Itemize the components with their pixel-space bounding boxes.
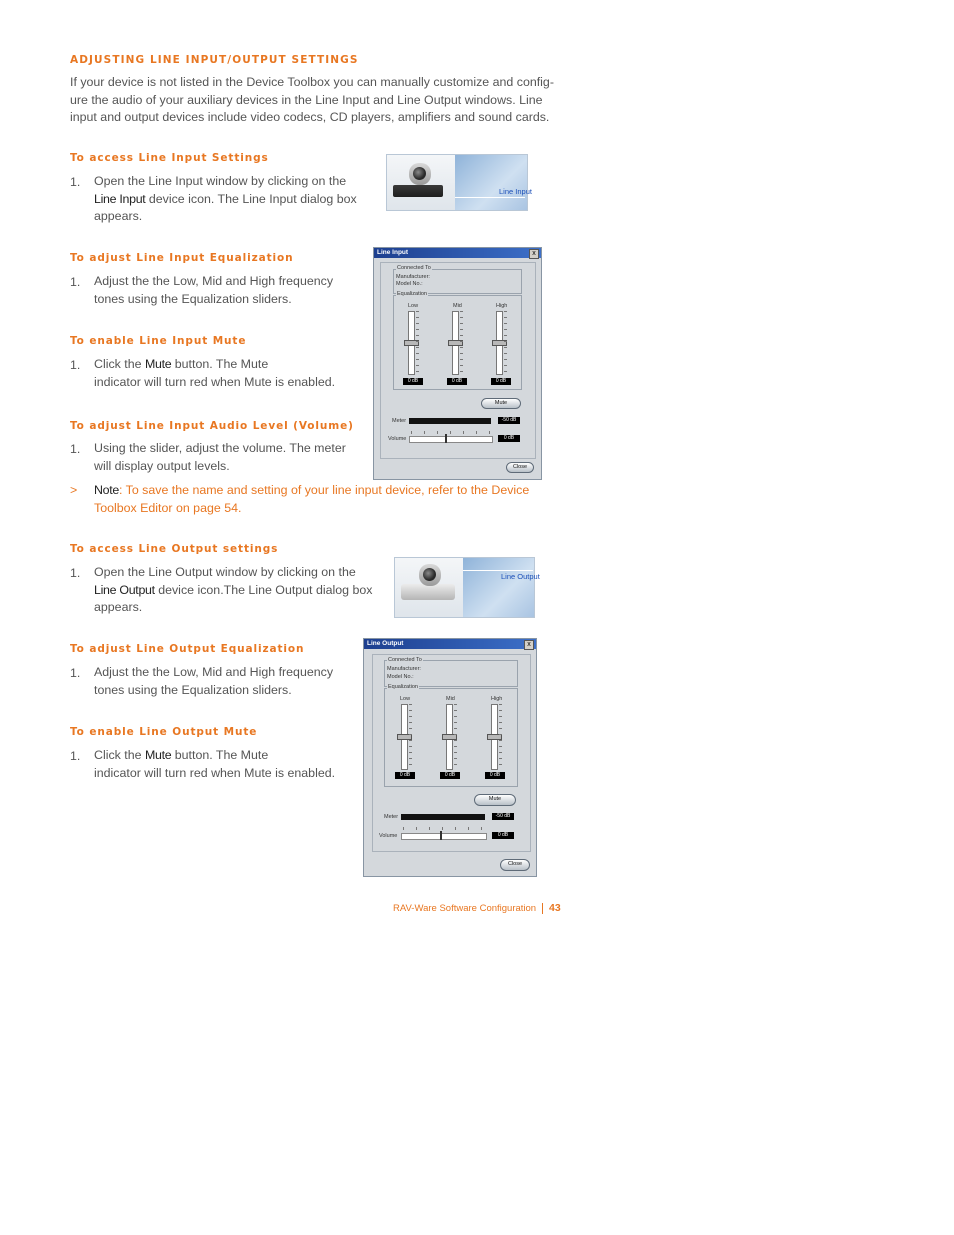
step-text: will display output levels. — [94, 458, 230, 473]
dialog-title: Line Input — [377, 249, 409, 256]
step-text: Open the Line Input window by clicking on the — [94, 174, 347, 188]
volume-db-readout: 0 dB — [492, 832, 514, 839]
close-button[interactable]: Close — [500, 859, 530, 871]
eq-output-heading: To adjust Line Output Equalization — [70, 643, 305, 655]
mid-label: Mid — [446, 696, 455, 702]
step-text: tones using the Equalization sliders. — [94, 682, 292, 697]
volume-label: Volume — [388, 436, 407, 442]
model-label: Model No.: — [387, 674, 414, 680]
high-label: High — [496, 303, 508, 309]
mute-output-heading: To enable Line Output Mute — [70, 726, 258, 738]
device-panel — [455, 155, 527, 210]
connected-to-label: Connected To — [397, 265, 431, 271]
access-input-heading: To access Line Input Settings — [70, 152, 269, 164]
device-panel — [463, 558, 534, 617]
line-output-label: Line Output — [501, 572, 540, 581]
line-input-label: Line Input — [499, 187, 532, 196]
step-text: device icon.The Line Output dialog box — [154, 582, 373, 597]
low-ticks — [416, 311, 419, 373]
step-text: Adjust the the Low, Mid and High frequency — [94, 274, 334, 288]
arrow-icon — [463, 570, 533, 571]
equalization-label: Equalization — [397, 291, 427, 297]
note-keyword: Note — [94, 483, 119, 497]
camera-image — [387, 155, 455, 210]
mid-db-readout: 0 dB — [440, 772, 460, 779]
page-number: 43 — [549, 902, 561, 914]
step-number: 1. — [70, 175, 81, 189]
dialog-close-icon[interactable]: x — [524, 640, 534, 650]
mid-label: Mid — [453, 303, 462, 309]
equalization-label: Equalization — [388, 684, 418, 690]
step-text: button. The Mute — [171, 357, 269, 371]
mute-input-heading: To enable Line Input Mute — [70, 335, 247, 347]
mid-db-readout: 0 dB — [447, 378, 467, 385]
dialog-titlebar — [374, 248, 541, 258]
line-input-device-thumbnail[interactable] — [386, 154, 532, 211]
step-number: 1. — [70, 566, 81, 580]
step-number: 1. — [70, 442, 81, 456]
mute-output-step — [94, 747, 359, 782]
step-text: Click the — [94, 357, 145, 371]
mute-keyword: Mute — [144, 748, 172, 762]
audio-meter — [409, 418, 491, 424]
dialog-close-icon[interactable]: x — [529, 249, 539, 259]
step-text: appears. — [94, 600, 143, 614]
footer-text: RAV-Ware Software Configuration — [393, 903, 537, 914]
volume-input-heading: To adjust Line Input Audio Level (Volume) — [70, 420, 354, 432]
camera-lens-icon — [413, 167, 426, 180]
connected-to-label: Connected To — [388, 657, 422, 663]
manufacturer-label: Manufacturer: — [396, 274, 430, 280]
high-db-readout: 0 dB — [491, 378, 511, 385]
line-output-keyword: Line Output — [94, 582, 155, 597]
eq-input-step — [94, 273, 364, 308]
camera-base — [401, 584, 455, 600]
meter-label: Meter — [384, 814, 399, 820]
access-output-heading: To access Line Output settings — [70, 543, 279, 555]
mute-button[interactable]: Mute — [474, 794, 516, 806]
mute-keyword: Mute — [144, 357, 172, 371]
mute-button[interactable]: Mute — [481, 398, 521, 409]
step-number: 1. — [70, 666, 81, 680]
line-input-dialog — [373, 247, 542, 480]
step-text: appears. — [94, 209, 143, 223]
dialog-title: Line Output — [367, 640, 404, 647]
high-db-readout: 0 dB — [485, 772, 505, 779]
volume-db-readout: 0 dB — [498, 435, 520, 442]
eq-input-heading: To adjust Line Input Equalization — [70, 252, 294, 264]
camera-image — [395, 558, 463, 617]
line-input-keyword: Line Input — [94, 191, 146, 206]
camera-base — [393, 185, 443, 197]
mid-ticks — [460, 311, 463, 373]
step-number: 1. — [70, 275, 81, 289]
step-number: 1. — [70, 749, 81, 763]
volume-slider-track[interactable] — [401, 833, 487, 840]
volume-label: Volume — [379, 833, 398, 839]
step-text: indicator will turn red when Mute is enabled. — [94, 374, 336, 389]
volume-ticks — [411, 431, 491, 434]
step-text: indicator will turn red when Mute is enabled. — [94, 765, 336, 780]
intro-paragraph: If your device is not listed in the Device Toolbox you can manually customize and config-ure the audio of your auxiliary devices in the Line Input and Line Output windows. Line input and output devices include video codecs, CD players, amplifiers and sound cards. — [70, 75, 554, 124]
manufacturer-label: Manufacturer: — [387, 666, 421, 672]
close-button[interactable]: Close — [506, 462, 534, 473]
section-heading: ADJUSTING LINE INPUT/OUTPUT SETTINGS — [70, 54, 359, 66]
low-label: Low — [408, 303, 419, 309]
access-input-step — [94, 173, 379, 226]
volume-slider-handle[interactable] — [445, 434, 447, 443]
step-text: Using the slider, adjust the volume. The meter — [94, 441, 346, 455]
step-number: 1. — [70, 358, 81, 372]
line-output-dialog — [363, 638, 537, 877]
meter-db-readout: -50 dB — [492, 813, 514, 820]
note-text: : To save the name and setting of your line input device, refer to the Device — [118, 483, 530, 497]
step-text: button. The Mute — [171, 748, 269, 762]
low-db-readout: 0 dB — [395, 772, 415, 779]
note-paragraph — [94, 482, 544, 517]
footer-divider — [542, 903, 543, 914]
low-db-readout: 0 dB — [403, 378, 423, 385]
volume-ticks — [403, 827, 485, 830]
low-ticks — [409, 704, 412, 768]
volume-input-step — [94, 440, 364, 475]
step-text: device icon. The Line Input dialog box — [145, 191, 357, 206]
audio-meter — [401, 814, 485, 820]
eq-output-step — [94, 664, 359, 699]
meter-db-readout: -50 dB — [498, 417, 520, 424]
note-text[interactable]: Toolbox Editor on page 54. — [94, 500, 242, 515]
high-ticks — [499, 704, 502, 768]
step-text: Adjust the the Low, Mid and High frequency — [94, 665, 334, 679]
high-ticks — [504, 311, 507, 373]
volume-slider-track[interactable] — [409, 436, 493, 443]
line-output-device-thumbnail[interactable] — [394, 557, 540, 618]
mute-input-step — [94, 356, 364, 391]
dialog-titlebar — [364, 639, 536, 649]
low-label: Low — [400, 696, 411, 702]
mid-ticks — [454, 704, 457, 768]
camera-lens-icon — [423, 568, 436, 581]
step-text: Open the Line Output window by clicking on the — [94, 565, 356, 579]
high-label: High — [491, 696, 503, 702]
note-marker: > — [70, 483, 78, 497]
access-output-step — [94, 564, 389, 617]
arrow-icon — [455, 197, 525, 198]
step-text: tones using the Equalization sliders. — [94, 291, 292, 306]
model-label: Model No.: — [396, 281, 423, 287]
volume-slider-handle[interactable] — [440, 831, 442, 840]
meter-label: Meter — [392, 418, 407, 424]
step-text: Click the — [94, 748, 145, 762]
